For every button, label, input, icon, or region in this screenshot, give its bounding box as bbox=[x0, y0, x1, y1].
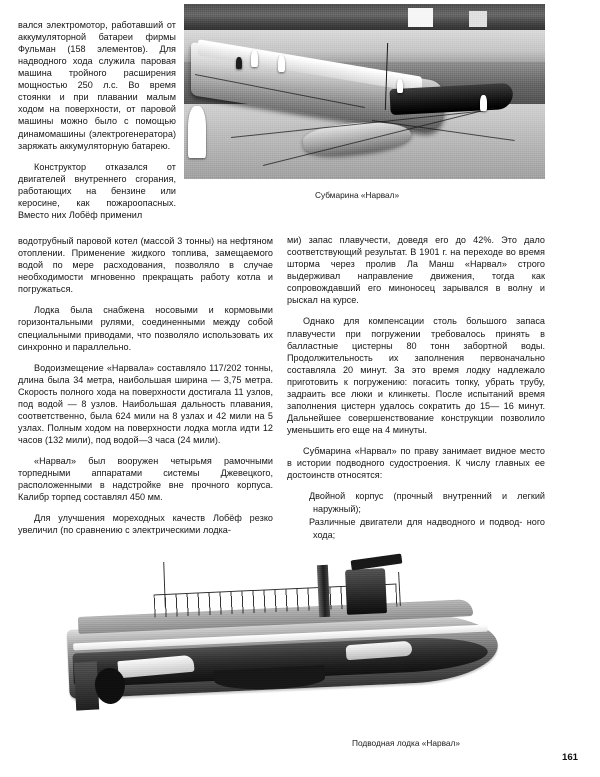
figure-submarine-profile-photo bbox=[12, 548, 518, 720]
paragraph: Лодка была снабжена носовыми и кормовыми горизонтальными рулями, соединенными между собой специальными приводами, что позволяло использовать их синхронно и параллельно. bbox=[18, 305, 273, 352]
list-item-head: Двойной корпус (прочный внутренний и легкий bbox=[309, 491, 545, 502]
photo-worker-4 bbox=[397, 79, 403, 93]
left-column-wide bbox=[18, 226, 273, 546]
paragraph: Водоизмещение «Нарвала» составляло 117/202 тонны, длина была 34 метра, наибольшая ширина — 3,75 метра. Скорость полного хода на поверхности достигала 11 узлов, под водой — 8 узлов. Наибольшая дальность плавания, соответственно, была 624 мили на 8 узлах и 42 мили на 5 узлах. Полным ходом на поверхности лодка могла идти 12 часов (132 мили), под водой—3 часа (24 мили). bbox=[18, 362, 273, 445]
photo-worker-foreground bbox=[188, 106, 206, 159]
photo-worker-2 bbox=[236, 57, 241, 69]
photo-building-2 bbox=[469, 11, 487, 27]
advantages-list bbox=[287, 490, 545, 541]
photo-worker-3 bbox=[278, 55, 286, 73]
figure-submarine-drydock-photo bbox=[184, 4, 545, 179]
list-item bbox=[287, 490, 545, 515]
paragraph: водотрубный паровой котел (массой 3 тонны) на нефтяном отоплении. Применение жидкого топлива, замещаемого водой по мере расходования, позволяло в случае необходимости мгновенно прекращать работу котла и погружаться. bbox=[18, 236, 273, 295]
photo-stern-mast bbox=[398, 572, 401, 606]
list-item bbox=[287, 516, 545, 541]
paragraph: вался электромотор, работавший от аккумуляторной батареи фирмы Фульман (158 элементов). Для надводного хода служила паровая машина тройного расширения мощностью 250 л.с. Во время стоянки и при плавании малым ходом на поверхности, от паровой машины можно было с помощью динамомашины (электрогенератора) заряжать аккумуляторную батарею. bbox=[18, 20, 176, 151]
list-item-continuation: наружный); bbox=[313, 503, 361, 514]
paragraph: Конструктор отказался от двигателей внутреннего сгорания, работающих на бензине или керосине, как пожароопасных. Вместо них Лобёф применил bbox=[18, 161, 176, 220]
paragraph: ми) запас плавучести, доведя его до 42%. Это дало соответствующий результат. В 1901 г. на переходе во время шторма через пролив Ла Манш «Нарвал» строго выдерживал направление движения, тогда как сопровождавший его миноносец зарывался в волну и рыскал на курсе. bbox=[287, 235, 545, 306]
list-item-continuation: ного хода; bbox=[313, 516, 545, 540]
right-column bbox=[287, 225, 545, 542]
left-column-narrow bbox=[18, 10, 176, 230]
photo-building-1 bbox=[408, 8, 433, 27]
page-number: 161 bbox=[561, 752, 578, 763]
figure-caption-top: Субмарина «Нарвал» bbox=[315, 190, 400, 200]
paragraph: Однако для компенсации столь большого запаса плавучести при погружении требовалось принять в балластные цистерны 80 тонн забортной воды. Продолжительность их заполнения первоначально составляла 20 минут. За это время лодку надлежало приготовить к погружению: погасить топку, убрать трубу, задраить все люки и клинкеты. После испытаний время заполнения цистерн удалось сократить до 15— 16 минут. Дальнейшее совершенствование конструкции позволило уменьшить его еще на 4 минуты. bbox=[287, 316, 545, 435]
list-item-head: Различные двигатели для надводного и подвод- bbox=[309, 516, 523, 527]
paragraph: Субмарина «Нарвал» по праву занимает видное место в истории подводного судостроения. К числу главных ее достоинств относятся: bbox=[287, 446, 545, 481]
paragraph: «Нарвал» был вооружен четырьмя рамочными торпедными аппаратами системы Джевецкого, расположенными в надстройке вне прочного корпуса. Калибр торпед составлял 450 мм. bbox=[18, 456, 273, 503]
photo-worker-5 bbox=[480, 95, 486, 111]
photo-worker-1 bbox=[251, 50, 258, 68]
photo-conning-tower bbox=[345, 568, 387, 615]
paragraph: Для улучшения мореходных качеств Лобёф резко увеличил (по сравнению с электрическими лодка- bbox=[18, 513, 273, 536]
photo-funnel bbox=[317, 565, 330, 617]
figure-caption-bottom: Подводная лодка «Нарвал» bbox=[352, 738, 460, 748]
